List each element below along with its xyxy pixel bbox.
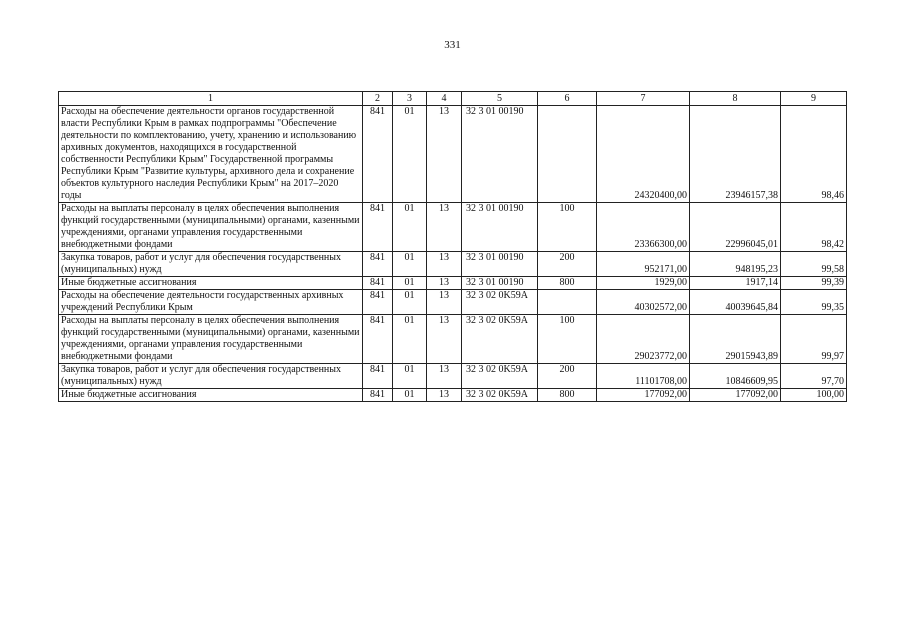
row-actual-amount-cell: 10846609,95 bbox=[690, 364, 781, 389]
budget-table bbox=[58, 91, 847, 402]
header-cell: 6 bbox=[538, 92, 597, 106]
row-name-cell: Расходы на выплаты персоналу в целях обеспечения выполнения функций государственными (муниципальными) органами, казенными учреждениями, органами управления государственными внебюджетными фондами bbox=[59, 315, 363, 364]
header-cell: 7 bbox=[597, 92, 690, 106]
header-cell: 1 bbox=[59, 92, 363, 106]
row-plan-amount-cell: 952171,00 bbox=[597, 252, 690, 277]
row-section-cell: 01 bbox=[393, 106, 427, 203]
row-actual-amount-cell: 22996045,01 bbox=[690, 203, 781, 252]
row-plan-amount-cell: 11101708,00 bbox=[597, 364, 690, 389]
table-row bbox=[59, 252, 847, 277]
row-target-article-cell: 32 3 01 00190 bbox=[462, 106, 538, 203]
row-name-cell: Расходы на обеспечение деятельности государственных архивных учреждений Республики Крым bbox=[59, 290, 363, 315]
row-actual-amount-cell: 40039645,84 bbox=[690, 290, 781, 315]
row-admin-code-cell: 841 bbox=[363, 106, 393, 203]
row-percent-cell: 98,42 bbox=[781, 203, 847, 252]
row-target-article-cell: 32 3 02 0K59A bbox=[462, 290, 538, 315]
row-subsection-cell: 13 bbox=[427, 106, 462, 203]
row-plan-amount-cell: 24320400,00 bbox=[597, 106, 690, 203]
row-plan-amount-cell: 1929,00 bbox=[597, 277, 690, 290]
row-name-cell: Расходы на обеспечение деятельности органов государственной власти Республики Крым в рамках подпрограммы "Обеспечение деятельности по комплектованию, учету, хранению и использованию архивных документов, находящихся в государственной собственности Республики Крым" Государственной программы Республики Крым "Развитие культуры, архивного дела и сохранение объектов культурного наследия Республики Крым" на 2017–2020 годы bbox=[59, 106, 363, 203]
row-name-cell: Закупка товаров, работ и услуг для обеспечения государственных (муниципальных) нужд bbox=[59, 364, 363, 389]
row-percent-cell: 99,58 bbox=[781, 252, 847, 277]
table-row bbox=[59, 277, 847, 290]
row-actual-amount-cell: 23946157,38 bbox=[690, 106, 781, 203]
row-percent-cell: 97,70 bbox=[781, 364, 847, 389]
row-admin-code-cell: 841 bbox=[363, 277, 393, 290]
page-number: 331 bbox=[444, 39, 461, 51]
row-target-article-cell: 32 3 01 00190 bbox=[462, 252, 538, 277]
row-name-cell: Иные бюджетные ассигнования bbox=[59, 277, 363, 290]
row-admin-code-cell: 841 bbox=[363, 290, 393, 315]
table-row bbox=[59, 290, 847, 315]
row-actual-amount-cell: 29015943,89 bbox=[690, 315, 781, 364]
row-expense-type-cell: 200 bbox=[538, 252, 597, 277]
row-section-cell: 01 bbox=[393, 277, 427, 290]
row-plan-amount-cell: 29023772,00 bbox=[597, 315, 690, 364]
row-admin-code-cell: 841 bbox=[363, 389, 393, 402]
row-subsection-cell: 13 bbox=[427, 290, 462, 315]
row-percent-cell: 99,97 bbox=[781, 315, 847, 364]
row-subsection-cell: 13 bbox=[427, 252, 462, 277]
row-percent-cell: 99,35 bbox=[781, 290, 847, 315]
row-expense-type-cell: 100 bbox=[538, 315, 597, 364]
row-expense-type-cell bbox=[538, 290, 597, 315]
table-row bbox=[59, 389, 847, 402]
row-actual-amount-cell: 1917,14 bbox=[690, 277, 781, 290]
row-target-article-cell: 32 3 01 00190 bbox=[462, 277, 538, 290]
row-expense-type-cell: 800 bbox=[538, 389, 597, 402]
table-row bbox=[59, 315, 847, 364]
row-target-article-cell: 32 3 02 0K59A bbox=[462, 315, 538, 364]
row-expense-type-cell bbox=[538, 106, 597, 203]
table-row bbox=[59, 106, 847, 203]
row-subsection-cell: 13 bbox=[427, 315, 462, 364]
header-row bbox=[59, 92, 847, 106]
row-name-cell: Иные бюджетные ассигнования bbox=[59, 389, 363, 402]
header-cell: 2 bbox=[363, 92, 393, 106]
header-cell: 8 bbox=[690, 92, 781, 106]
row-admin-code-cell: 841 bbox=[363, 252, 393, 277]
row-plan-amount-cell: 177092,00 bbox=[597, 389, 690, 402]
row-target-article-cell: 32 3 02 0K59A bbox=[462, 389, 538, 402]
row-percent-cell: 100,00 bbox=[781, 389, 847, 402]
row-subsection-cell: 13 bbox=[427, 203, 462, 252]
row-admin-code-cell: 841 bbox=[363, 364, 393, 389]
header-cell: 4 bbox=[427, 92, 462, 106]
row-percent-cell: 99,39 bbox=[781, 277, 847, 290]
row-actual-amount-cell: 948195,23 bbox=[690, 252, 781, 277]
header-cell: 5 bbox=[462, 92, 538, 106]
row-actual-amount-cell: 177092,00 bbox=[690, 389, 781, 402]
row-subsection-cell: 13 bbox=[427, 277, 462, 290]
row-expense-type-cell: 100 bbox=[538, 203, 597, 252]
row-section-cell: 01 bbox=[393, 252, 427, 277]
row-plan-amount-cell: 40302572,00 bbox=[597, 290, 690, 315]
row-percent-cell: 98,46 bbox=[781, 106, 847, 203]
row-plan-amount-cell: 23366300,00 bbox=[597, 203, 690, 252]
row-expense-type-cell: 800 bbox=[538, 277, 597, 290]
row-subsection-cell: 13 bbox=[427, 389, 462, 402]
header-cell: 3 bbox=[393, 92, 427, 106]
row-name-cell: Закупка товаров, работ и услуг для обеспечения государственных (муниципальных) нужд bbox=[59, 252, 363, 277]
row-target-article-cell: 32 3 02 0K59A bbox=[462, 364, 538, 389]
row-subsection-cell: 13 bbox=[427, 364, 462, 389]
header-cell: 9 bbox=[781, 92, 847, 106]
row-section-cell: 01 bbox=[393, 389, 427, 402]
table-row bbox=[59, 364, 847, 389]
row-section-cell: 01 bbox=[393, 203, 427, 252]
row-expense-type-cell: 200 bbox=[538, 364, 597, 389]
row-section-cell: 01 bbox=[393, 364, 427, 389]
row-name-cell: Расходы на выплаты персоналу в целях обеспечения выполнения функций государственными (муниципальными) органами, казенными учреждениями, органами управления государственными внебюджетными фондами bbox=[59, 203, 363, 252]
table-row bbox=[59, 203, 847, 252]
row-section-cell: 01 bbox=[393, 315, 427, 364]
row-section-cell: 01 bbox=[393, 290, 427, 315]
row-admin-code-cell: 841 bbox=[363, 203, 393, 252]
row-admin-code-cell: 841 bbox=[363, 315, 393, 364]
row-target-article-cell: 32 3 01 00190 bbox=[462, 203, 538, 252]
